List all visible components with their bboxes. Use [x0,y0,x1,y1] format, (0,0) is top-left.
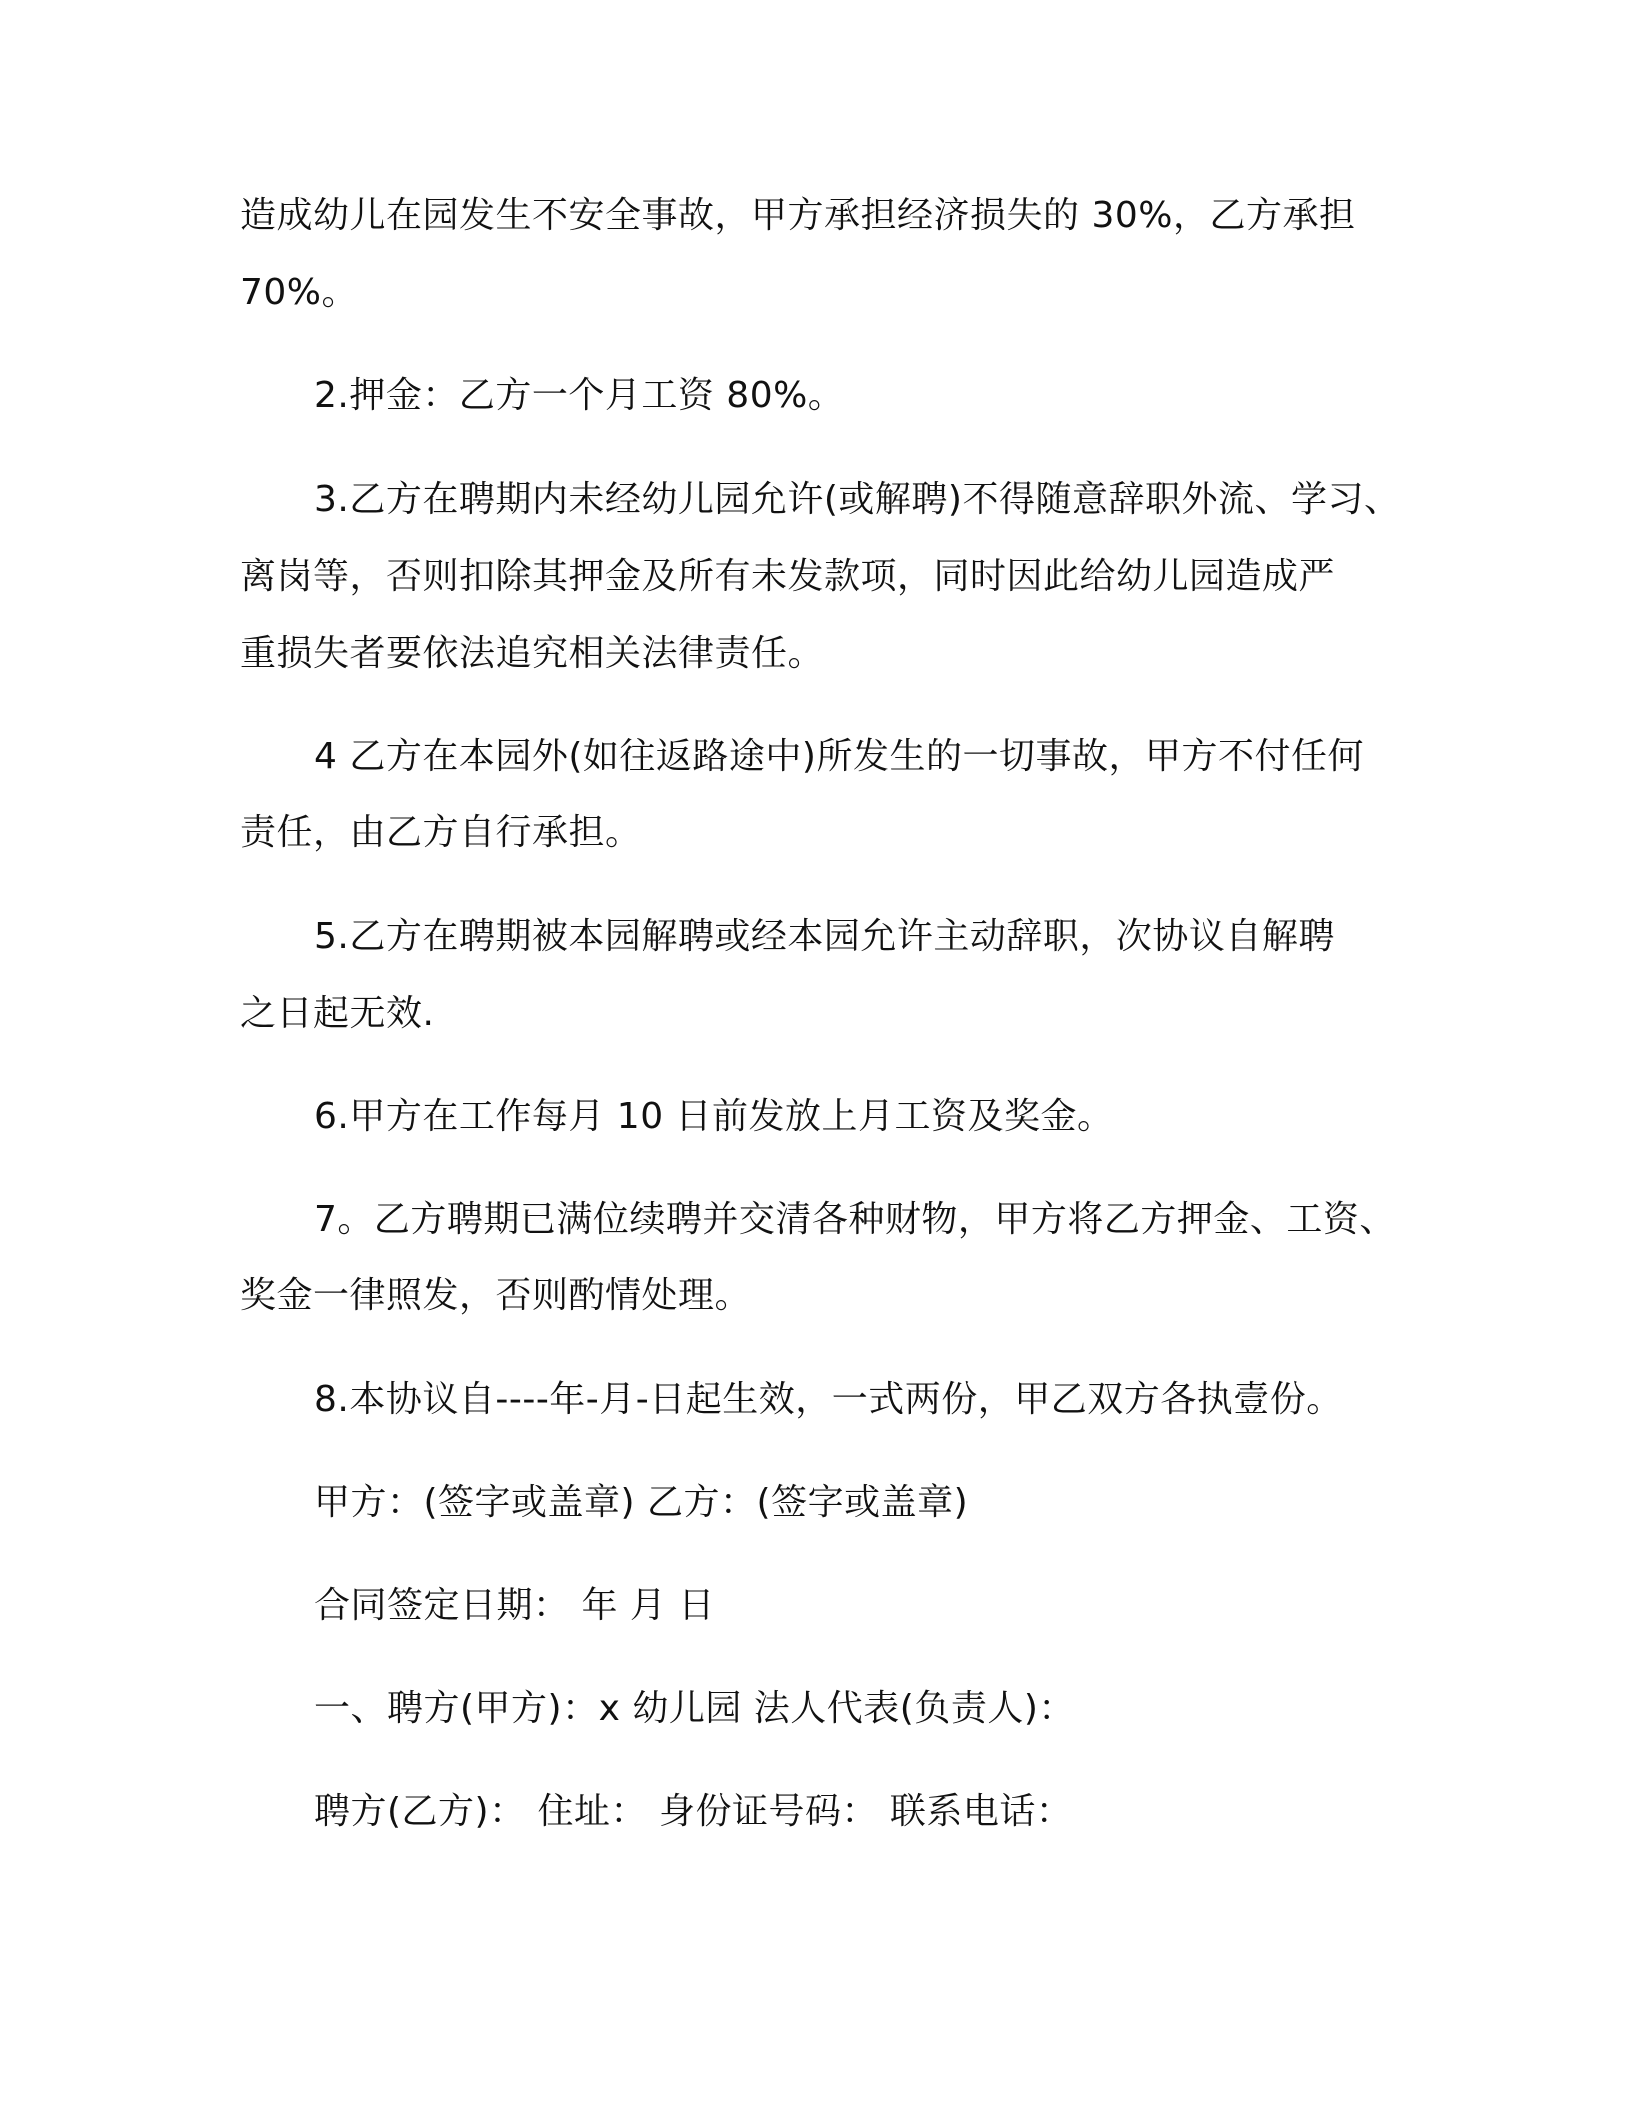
text-line: 6.甲方在工作每月 10 日前发放上月工资及奖金。 [314,1096,1114,1137]
signature-line: 甲方：(签字或盖章) 乙方：(签字或盖章) [314,1482,969,1523]
signing-date-line: 合同签定日期： 年 月 日 [314,1585,715,1626]
text-line: 2.押金：乙方一个月工资 80%。 [314,375,845,416]
text-line: 7。乙方聘期已满位续聘并交清各种财物，甲方将乙方押金、工资、 [314,1199,1396,1240]
party-a-line: 一、聘方(甲方)：x 幼儿园 法人代表(负责人)： [314,1688,1075,1729]
party-b-line: 聘方(乙方)： 住址： 身份证号码： 联系电话： [314,1791,1073,1832]
text-line: 70%。 [240,272,359,313]
text-line: 责任，由乙方自行承担。 [240,812,642,853]
text-line: 之日起无效. [240,993,435,1034]
text-line: 离岗等，否则扣除其押金及所有未发款项，同时因此给幼儿园造成严 [240,556,1336,597]
text-line: 8.本协议自----年-月-日起生效，一式两份，甲乙双方各执壹份。 [314,1379,1343,1420]
text-line: 奖金一律照发，否则酌情处理。 [240,1275,752,1316]
text-line: 4 乙方在本园外(如往返路途中)所发生的一切事故，甲方不付任何 [314,736,1364,777]
text-line: 造成幼儿在园发生不安全事故，甲方承担经济损失的 30%，乙方承担 [240,195,1356,236]
text-line: 5.乙方在聘期被本园解聘或经本园允许主动辞职，次协议自解聘 [314,916,1335,957]
text-line: 3.乙方在聘期内未经幼儿园允许(或解聘)不得随意辞职外流、学习、 [314,479,1401,520]
text-line: 重损失者要依法追究相关法律责任。 [240,633,825,674]
